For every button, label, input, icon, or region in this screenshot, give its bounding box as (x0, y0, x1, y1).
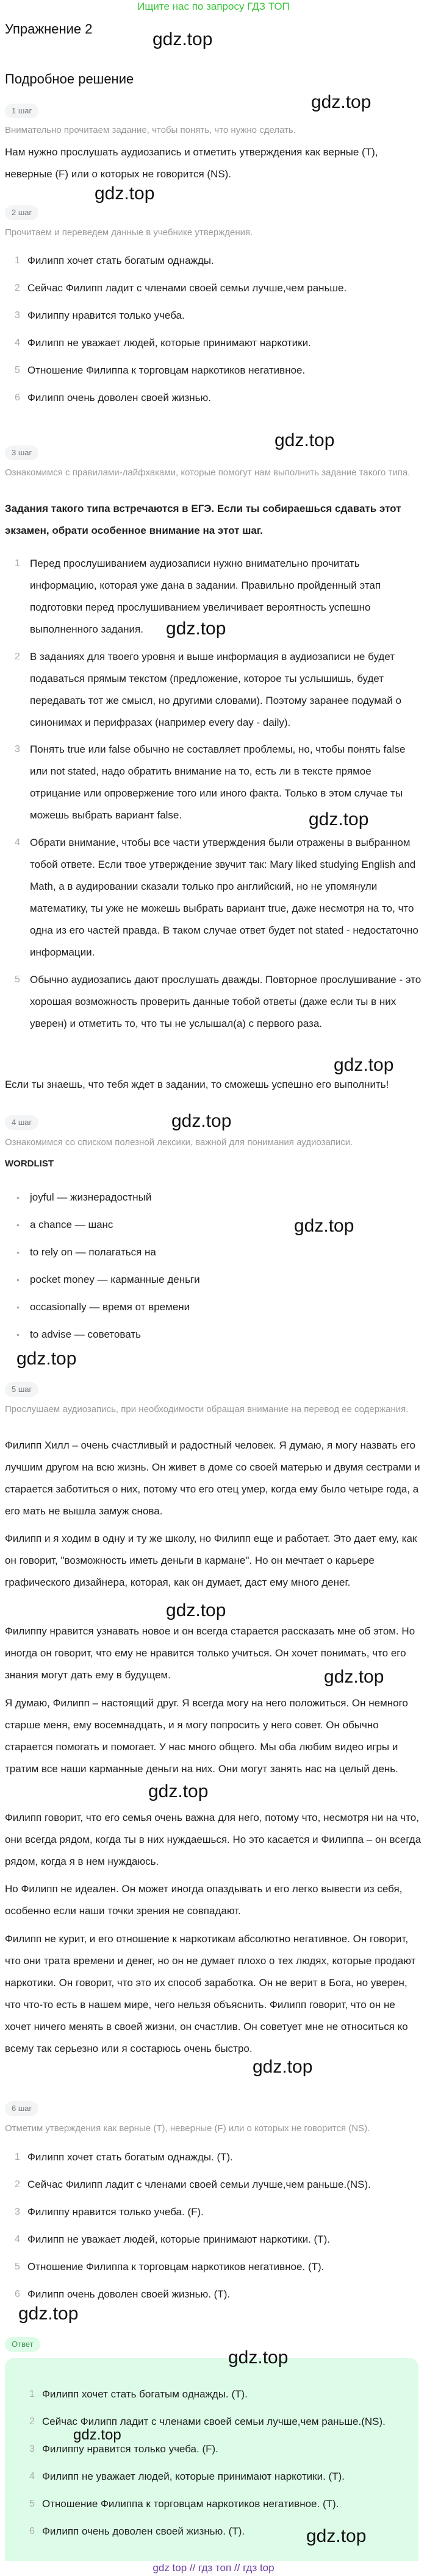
transcript-paragraph: Филипп и я ходим в одну и ту же школу, но Филипп еще и работает. Это дает ему, как он говорит, "возможность иметь деньги в кармане". Но он мечтает о карьере графического дизайнера, которая, как он думает, даст ему много денег. (5, 1533, 417, 1588)
watermark: gdz.top (73, 2427, 121, 2443)
list-item: 2 В заданиях для твоего уровня и выше информация в аудиозаписи не будет подаваться прямым текстом (предложение, которое ты услышишь, будет передавать тот же смысл, но другими словами). Поэтому заранее подумай о синонимах и перифразах (например every day - daily). (15, 651, 402, 728)
word-item: • pocket money — карманные деньги (16, 1274, 200, 1285)
answer-item: 5 Отношение Филиппа к торговцам наркотиков негативное. (Т). (29, 2498, 339, 2510)
answer-item: 1 Филипп хочет стать богатым однажды. (Т). (29, 2388, 248, 2400)
footer-links[interactable]: gdz top // гдз топ // гдз top (152, 2562, 274, 2574)
watermark: gdz.top (18, 2304, 79, 2324)
watermark: gdz.top (166, 1600, 226, 1620)
solution-heading: Подробное решение (5, 71, 134, 87)
answer-item: 3 Филиппу нравится только учеба. (F). (29, 2443, 218, 2455)
list-item: 5 Отношение Филиппа к торговцам наркотиков негативное. (15, 364, 306, 376)
watermark: gdz.top (294, 1216, 354, 1236)
step-text: Нам нужно прослушать аудиозапись и отметить утверждения как верные (Т), неверные (F) или о которых не говорится (NS). (5, 146, 378, 180)
list-item: 3 Понять true или false обычно не составляет проблемы, но, чтобы понять false или not stated, надо обратить внимание на то, есть ли в тексте прямое отрицание или опровержение того или иного факта. Только в этом случае ты можешь выбрать вариант false. (15, 743, 406, 821)
transcript-paragraph: Филиппу нравится узнавать новое и он всегда старается рассказать мне об этом. Но иногда он говорит, что ему не нравится только учиться. Он хочет понимать, что его знания могут дать ему в будущем. (5, 1625, 415, 1681)
word-item: • a chance — шанс (16, 1219, 113, 1230)
transcript-paragraph: Я думаю, Филипп – настоящий друг. Я всегда могу на него положиться. Он немного старше меня, ему восемнадцать, и я могу попросить у него совет. Он обычно старается помогать и помогает. У нас много общего. Мы оба любим видео игры и тратим все наши карманные деньги на них. Они могут занять нас на целый день. (5, 1697, 408, 1775)
step-hint: Отметим утверждения как верные (Т), неверные (F) или о которых не говорится (NS). (5, 2123, 370, 2134)
step-hint: Прочитаем и переведем данные в учебнике утверждения. (5, 227, 253, 238)
list-item: 4 Обрати внимание, чтобы все части утверждения были отражены в выбранном тобой ответе. Если твое утверждение звучит так: Mary liked studying English and Math, а в аудировании сказали только про английский, но не упомянули математику, ты уже не можешь выбрать вариант true, даже несмотря на то, что одна из его частей правда. В таком случае ответ будет not stated - недостаточно информации. (15, 837, 418, 958)
step-badge: 6 шаг (5, 2101, 38, 2116)
watermark: gdz.top (253, 2057, 313, 2077)
list-item: 4 Филипп не уважает людей, которые принимают наркотики. (Т). (15, 2234, 330, 2245)
list-item: 2 Сейчас Филипп ладит с членами своей семьи лучше,чем раньше. (15, 282, 347, 294)
list-item: 5 Обычно аудиозапись дают прослушать дважды. Повторное прослушивание - это хорошая возможность проверить данные тобой ответы (даже если ты в них уверен) и отметить то, что ты не услышал(а) с первого раза. (15, 974, 422, 1029)
watermark: gdz.top (166, 619, 226, 639)
step-hint: Ознакомимся со списком полезной лексики, важной для понимания аудиозаписи. (5, 1137, 353, 1148)
watermark: gdz.top (228, 2347, 289, 2368)
step-badge: 1 шаг (5, 104, 38, 118)
answer-item: 6 Филипп очень доволен своей жизнью. (Т). (29, 2525, 245, 2537)
list-item: 5 Отношение Филиппа к торговцам наркотиков негативное. (Т). (15, 2261, 325, 2273)
word-item: • to advise — советовать (16, 1329, 141, 1340)
wordlist-heading: WORDLIST (5, 1158, 54, 1169)
answer-item: 4 Филипп не уважает людей, которые принимают наркотики. (Т). (29, 2471, 345, 2482)
list-item: 1 Перед прослушиванием аудиозаписи нужно внимательно прочитать информацию, которая уже дана в задании. Правильно пройденный этап подготовки перед прослушиванием увеличивает вероятность успешно выполненного задания. (15, 558, 381, 635)
exam-note: Задания такого типа встречаются в ЕГЭ. Если ты собираешься сдавать этот экзамен, обрати особенное внимание на этот шаг. (5, 503, 401, 536)
watermark: gdz.top (334, 1055, 394, 1075)
list-item: 6 Филипп очень доволен своей жизнью. (15, 392, 211, 403)
list-item: 3 Филиппу нравится только учеба. (15, 310, 185, 321)
transcript-paragraph: Филипп Хилл – очень счастливый и радостный человек. Я думаю, я могу назвать его лучшим другом на всю жизнь. Он живет в доме со своей матерью и двумя сестрами и старается заботиться о них, потому что его отец умер, когда ему было четыре года, а его мать не вышла замуж снова. (5, 1439, 420, 1517)
exercise-title: Упражнение 2 (5, 21, 93, 37)
watermark: gdz.top (309, 809, 369, 829)
list-item: 6 Филипп очень доволен своей жизнью. (Т). (15, 2288, 231, 2300)
step-hint: Ознакомимся с правилами-лайфхаками, которые помогут нам выполнить задание такого типа. (5, 467, 411, 478)
watermark: gdz.top (306, 2526, 367, 2546)
list-item: 1 Филипп хочет стать богатым однажды. (15, 255, 214, 266)
answer-item: 2 Сейчас Филипп ладит с членами своей семьи лучше,чем раньше.(NS). (29, 2416, 386, 2427)
step-hint: Прослушаем аудиозапись, при необходимости обращая внимание на перевод ее содержания. (5, 1404, 409, 1414)
step-badge: 3 шаг (5, 445, 38, 460)
list-item: 4 Филипп не уважает людей, которые принимают наркотики. (15, 337, 311, 349)
word-item: • to rely on — полагаться на (16, 1246, 156, 1258)
word-item: • joyful — жизнерадостный (16, 1191, 152, 1203)
transcript-paragraph: Но Филипп не идеален. Он может иногда опаздывать и его легко вывести из себя, особенно если наши точки зрения не совпадают. (5, 1883, 403, 1917)
step-badge: 5 шаг (5, 1382, 38, 1397)
watermark: gdz.top (148, 1781, 209, 1801)
closing-text: Если ты знаешь, что тебя ждет в задании, то сможешь успешно его выполнить! (5, 1079, 389, 1090)
list-item: 3 Филиппу нравится только учеба. (F). (15, 2206, 204, 2218)
step-hint: Внимательно прочитаем задание, чтобы понять, что нужно сделать. (5, 125, 296, 135)
search-banner: Ищите нас по запросу ГДЗ ТОП (137, 1, 290, 12)
step-badge: 2 шаг (5, 205, 38, 220)
list-item: 1 Филипп хочет стать богатым однажды. (Т). (15, 2151, 233, 2163)
watermark: gdz.top (274, 430, 335, 450)
watermark: gdz.top (152, 29, 213, 49)
watermark: gdz.top (171, 1111, 232, 1131)
list-item: 2 Сейчас Филипп ладит с членами своей семьи лучше,чем раньше.(NS). (15, 2179, 371, 2190)
step-badge: 4 шаг (5, 1115, 38, 1130)
transcript-paragraph: Филипп не курит, и его отношение к наркотикам абсолютно негативное. Он говорит, что они трата времени и денег, но он не думает плохо о тех людях, которые продают наркотики. Он говорит, что это их способ заработка. Он не верит в Бога, но уверен, что что-то есть в нашем мире, чего нельзя объяснить. Филипп говорит, что он не хочет ничего менять в своей жизни, он счастлив. Он советует мне не относиться ко всему так серьезно или я состарюсь очень быстро. (5, 1933, 416, 2054)
watermark: gdz.top (311, 92, 371, 112)
watermark: gdz.top (95, 183, 155, 204)
answer-badge: Ответ (5, 2337, 40, 2352)
watermark: gdz.top (16, 1349, 77, 1369)
word-item: • occasionally — время от времени (16, 1301, 190, 1313)
transcript-paragraph: Филипп говорит, что его семья очень важна для него, потому что, несмотря ни на что, они всегда рядом, когда ты в них нуждаешься. Но это касается и Филиппа – он всегда рядом, когда я в нем нуждаюсь. (5, 1812, 422, 1867)
watermark: gdz.top (324, 1667, 384, 1687)
